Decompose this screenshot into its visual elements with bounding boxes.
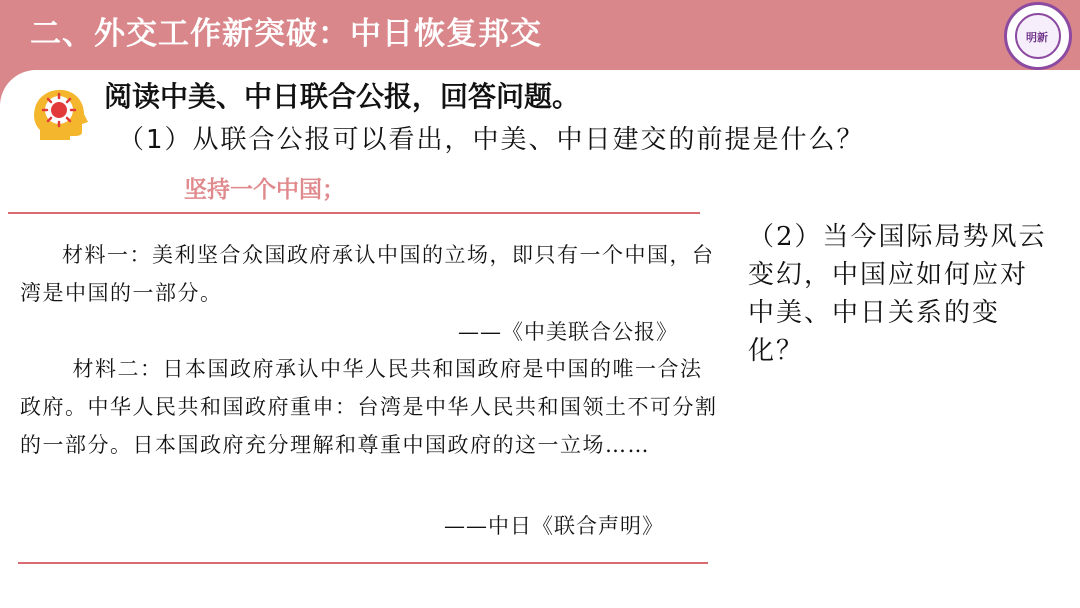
material-2-text: 材料二：日本国政府承认中华人民共和国政府是中国的唯一合法政府。中华人民共和国政府重申：台湾是中华人民共和国领土不可分割的一部分。日本国政府充分理解和尊重中国政府的这一立场……: [20, 357, 718, 457]
slide-title: 二、外交工作新突破：中日恢复邦交: [30, 16, 542, 52]
question-2: （2）当今国际局势风云变幻，中国应如何应对中美、中日关系的变化？: [748, 222, 1047, 366]
instruction-heading: 阅读中美、中日联合公报，回答问题。: [104, 80, 581, 113]
divider-top: [8, 212, 700, 214]
logo-mark: 明新: [1026, 31, 1048, 44]
divider-bottom: [18, 562, 708, 564]
answer-1: 坚持一个中国；: [184, 177, 345, 203]
material-1-text: 材料一：美利坚合众国政府承认中国的立场，即只有一个中国，台湾是中国的一部分。: [20, 243, 715, 305]
school-seal-logo: [1004, 2, 1072, 70]
head-lightbulb-icon: [30, 86, 88, 144]
question-1: （1）从联合公报可以看出，中美、中日建交的前提是什么？: [118, 125, 865, 155]
material-2-source: ——中日《联合声明》: [444, 514, 664, 538]
logo-inner-ring: [1015, 13, 1061, 59]
title-bar: [0, 0, 1080, 70]
material-1-source: ——《中美联合公报》: [458, 320, 678, 344]
